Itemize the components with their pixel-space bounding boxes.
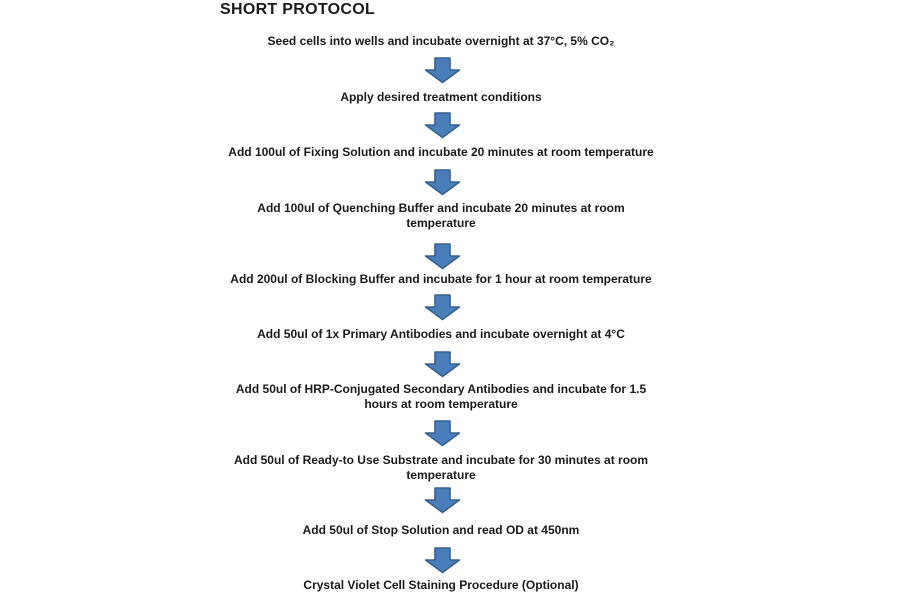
- protocol-step-9: Add 50ul of Stop Solution and read OD at 450nm: [302, 523, 580, 537]
- protocol-step-3: Add 100ul of Fixing Solution and incubate 20 minutes at room temperature: [228, 145, 654, 159]
- protocol-step-2: Apply desired treatment conditions: [340, 90, 542, 104]
- down-arrow-icon: [424, 169, 461, 196]
- down-arrow-icon: [424, 294, 461, 321]
- protocol-step-10: Crystal Violet Cell Staining Procedure (Optional): [303, 578, 579, 592]
- protocol-step-1: Seed cells into wells and incubate overnight at 37°C, 5% CO₂: [267, 34, 615, 48]
- down-arrow-icon: [424, 420, 461, 447]
- protocol-step-6: Add 50ul of 1x Primary Antibodies and incubate overnight at 4°C: [257, 327, 625, 341]
- page-title: SHORT PROTOCOL: [220, 1, 376, 18]
- protocol-step-5: Add 200ul of Blocking Buffer and incubate for 1 hour at room temperature: [230, 272, 652, 286]
- down-arrow-icon: [424, 547, 461, 574]
- protocol-step-4: Add 100ul of Quenching Buffer and incubate 20 minutes at room temperature: [257, 201, 625, 230]
- down-arrow-icon: [424, 112, 461, 139]
- protocol-step-7: Add 50ul of HRP-Conjugated Secondary Antibodies and incubate for 1.5 hours at room temperature: [235, 382, 647, 411]
- down-arrow-icon: [424, 57, 461, 84]
- down-arrow-icon: [424, 243, 461, 270]
- down-arrow-icon: [424, 487, 461, 514]
- down-arrow-icon: [424, 351, 461, 378]
- protocol-step-8: Add 50ul of Ready-to Use Substrate and incubate for 30 minutes at room temperature: [233, 453, 649, 482]
